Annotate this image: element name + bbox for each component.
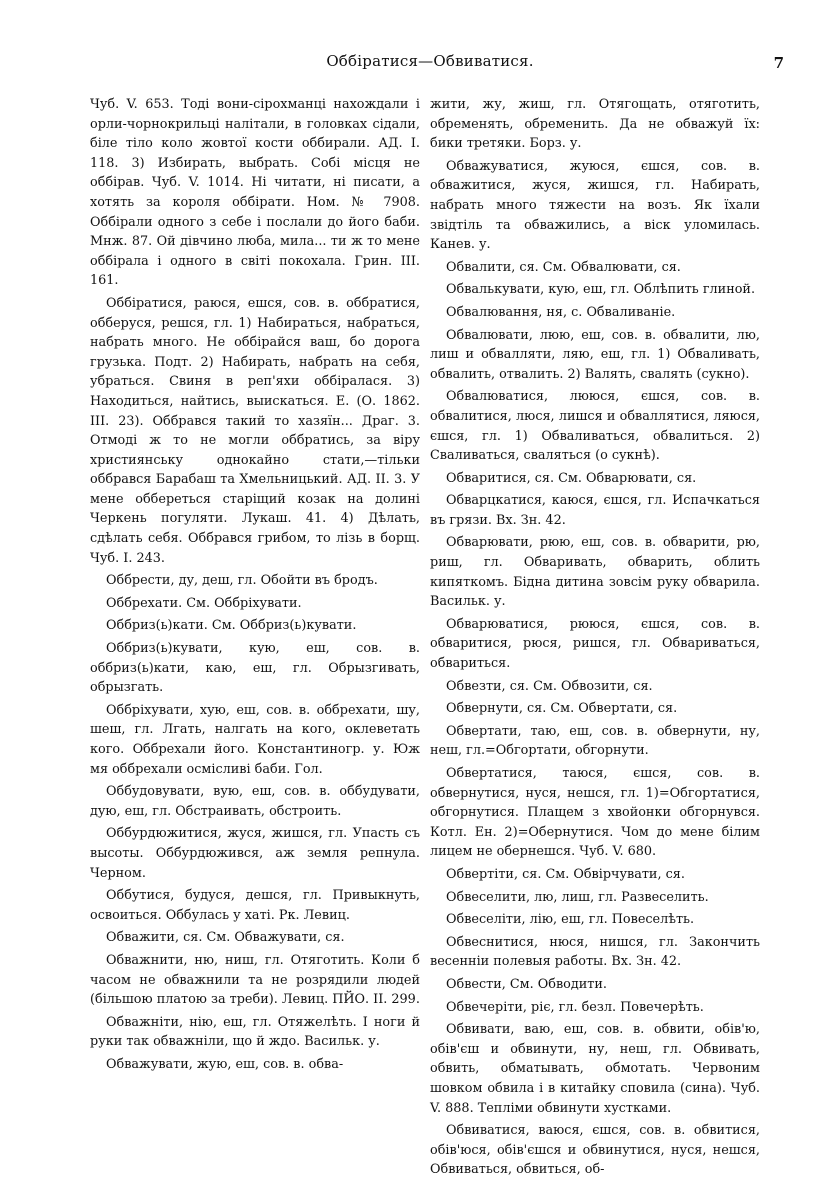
- entry: Обвернути, ся. См. Обвертати, ся.: [446, 701, 678, 717]
- entry: Оббрести, ду, деш, гл. Обойти въ бродъ.: [106, 573, 378, 589]
- entry: Обважити, ся. См. Обважувати, ся.: [106, 930, 345, 946]
- entry: Обвалювання, ня, с. Обваливаніе.: [446, 304, 676, 320]
- entry: Обвиватися, ваюся, єшся, сов. в. обвитися, обів'юся, обів'єшся и обвинутися, нуся, нешся, Обвиваться, обвиться, об-: [430, 1123, 760, 1178]
- entry: Обварюватися, рююся, єшся, сов. в. обваритися, рюся, ришся, гл. Обвариваться, обвариться.: [430, 616, 760, 672]
- entry: Оббіратися, раюся, ешся, сов. в. оббратися, обберуся, решся, гл. 1) Набираться, набраться, набрать много. Не оббірайся ваш, бо дорога грузька. Подт. 2) Набирать, набрать на себя, убраться. Свиня в реп'яхи оббіралася. 3) Находиться, найтись, выискаться. Е. (О. 1862. III. 23). Оббрався такий то хазяїн... Драг. 3. Отмоді ж то не могли оббратись, за віру християнську однокайно стати,—тільки оббрався Барабаш та Хмельницький. АД. II. 3. У мене оббереться старіщий козак на долині Черкень погуляти. Лукаш. 41. 4) Дѣлать, сдѣлать себя. Оббрався грибом, то лізь в борщ. Чуб. І. 243.: [90, 295, 420, 566]
- entry: Обвеселити, лю, лиш, гл. Развеселить.: [446, 889, 709, 905]
- entry: Оббрехати. См. Оббріхувати.: [106, 595, 302, 611]
- entry: Обварцкатися, каюся, єшся, гл. Испачкаться въ грязи. Вх. Зн. 42.: [430, 493, 760, 528]
- entry: Обважувати, жую, еш, сов. в. обва-: [106, 1056, 344, 1072]
- entry: Оббурдюжитися, жуся, жишся, гл. Упасть съ высоты. Оббурдюжився, аж земля репнула. Черном.: [90, 826, 420, 881]
- entry-continuation: Чуб. V. 653. Тоді вони-сірохманці нахождали і орли-чорнокрильці налітали, в головках сідали, біле тіло коло жовтої кости оббирали. АД. І. 118. 3) Избирать, выбрать. Собі місця не оббірав. Чуб. V. 1014. Ні читати, ні писати, а хотять за короля оббірати. Ном. № 7908. Оббірали одного з себе і послали до його баби. Мнж. 87. Ой дівчино люба, мила... ти ж то мене оббірала і одного в світі покохала. Грин. III. 161.: [90, 97, 420, 289]
- header-title: Оббіратися—Обвиватися.: [326, 52, 534, 70]
- right-column: [430, 95, 760, 1178]
- entry: Обвеселіти, лію, еш, гл. Повеселѣть.: [446, 912, 695, 928]
- entry: Обвезти, ся. См. Обвозити, ся.: [446, 678, 653, 694]
- left-column: [90, 95, 420, 1165]
- entry: Обважнити, ню, ниш, гл. Отяготить. Коли б часом не обважнили та не розрядили людей (більшою платою за треби). Левиц. ПЙО. II. 299.: [90, 952, 420, 1008]
- entry: Обвести, См. Обводити.: [446, 976, 607, 992]
- entry: Оббриз(ь)кати. См. Оббриз(ь)кувати.: [106, 618, 357, 634]
- entry: Обвертатися, таюся, єшся, сов. в. обвернутися, нуся, нешся, гл. 1)=Обгортатися, обгорнутися. Плащем з хвойонки обгорнувся. Котл. Ен. 2)=Обернутися. Чом до мене білим лицем не обернешся. Чуб. V. 680.: [430, 766, 760, 860]
- entry-continuation: жити, жу, жиш, гл. Отягощать, отяготить, обременять, обременить. Да не обважуй їх: бики третяки. Борз. у.: [430, 97, 760, 152]
- entry: Обваритися, ся. См. Обварювати, ся.: [446, 470, 697, 486]
- entry: Обважніти, нію, еш, гл. Отяжелѣть. І ноги й руки так обважніли, що й ждо. Васильк. у.: [90, 1014, 420, 1050]
- running-header: [90, 48, 784, 78]
- entry: Оббутися, будуся, дешся, гл. Привыкнуть, освоиться. Оббулась у хаті. Рк. Левиц.: [90, 888, 420, 923]
- entry: Оббудовувати, вую, еш, сов. в. оббудувати, дую, еш, гл. Обстраивать, обстроить.: [90, 784, 420, 819]
- entry: Обвалювати, люю, еш, сов. в. обвалити, лю, лиш и обвалляти, ляю, еш, гл. 1) Обваливать, обвалить, отвалить. 2) Валять, свалять (сукно).: [430, 327, 760, 382]
- entry: Обвалькувати, кую, еш, гл. Облѣпить глиной.: [446, 282, 756, 298]
- entry: Обвертати, таю, еш, сов. в. обвернути, ну, неш, гл.=Обгортати, обгорнути.: [430, 723, 760, 759]
- entry: Обвеснитися, нюся, нишся, гл. Закончить весенніи полевыя работы. Вх. Зн. 42.: [430, 934, 760, 970]
- entry: Обварювати, рюю, еш, сов. в. обварити, рю, риш, гл. Обваривать, обварить, облить кипяткомъ. Бідна дитина зовсім руку обварила. Васильк. у.: [430, 535, 760, 610]
- entry: Оббріхувати, хую, еш, сов. в. оббрехати, шу, шеш, гл. Лгать, налгать на кого, оклеветать кого. Оббрехали його. Константиногр. у. Юж мя оббрехали осмісливі баби. Гол.: [90, 702, 420, 777]
- entry: Обвертіти, ся. См. Обвірчувати, ся.: [446, 866, 685, 882]
- entry: Обвалити, ся. См. Обвалювати, ся.: [446, 259, 681, 275]
- entry: Обвивати, ваю, еш, сов. в. обвити, обів'ю, обів'єш и обвинути, ну, неш, гл. Обвивать, обвить, обматывать, обмотать. Червоним шовком обвила і в китайку сповила (сина). Чуб. V. 888. Тепліми обвинути хустками.: [430, 1022, 760, 1116]
- entry: Оббриз(ь)кувати, кую, еш, сов. в. оббриз(ь)кати, каю, еш, гл. Обрызгивать, обрызгать.: [90, 641, 420, 696]
- entry: Обвечеріти, ріє, гл. безл. Повечерѣть.: [446, 999, 704, 1015]
- page-number: 7: [773, 54, 784, 72]
- entry: Обвалюватися, лююся, єшся, сов. в. обвалитися, люся, лишся и обваллятися, ляюся, єшся, гл. 1) Обваливаться, обвалиться. 2) Сваливаться, сваляться (о сукнѣ).: [430, 389, 760, 464]
- entry: Обважуватися, жуюся, єшся, сов. в. обважитися, жуся, жишся, гл. Набирать, набрать много тяжести на возъ. Як їхали звідтіль та обважились, а віск уломилась. Канев. у.: [430, 158, 760, 253]
